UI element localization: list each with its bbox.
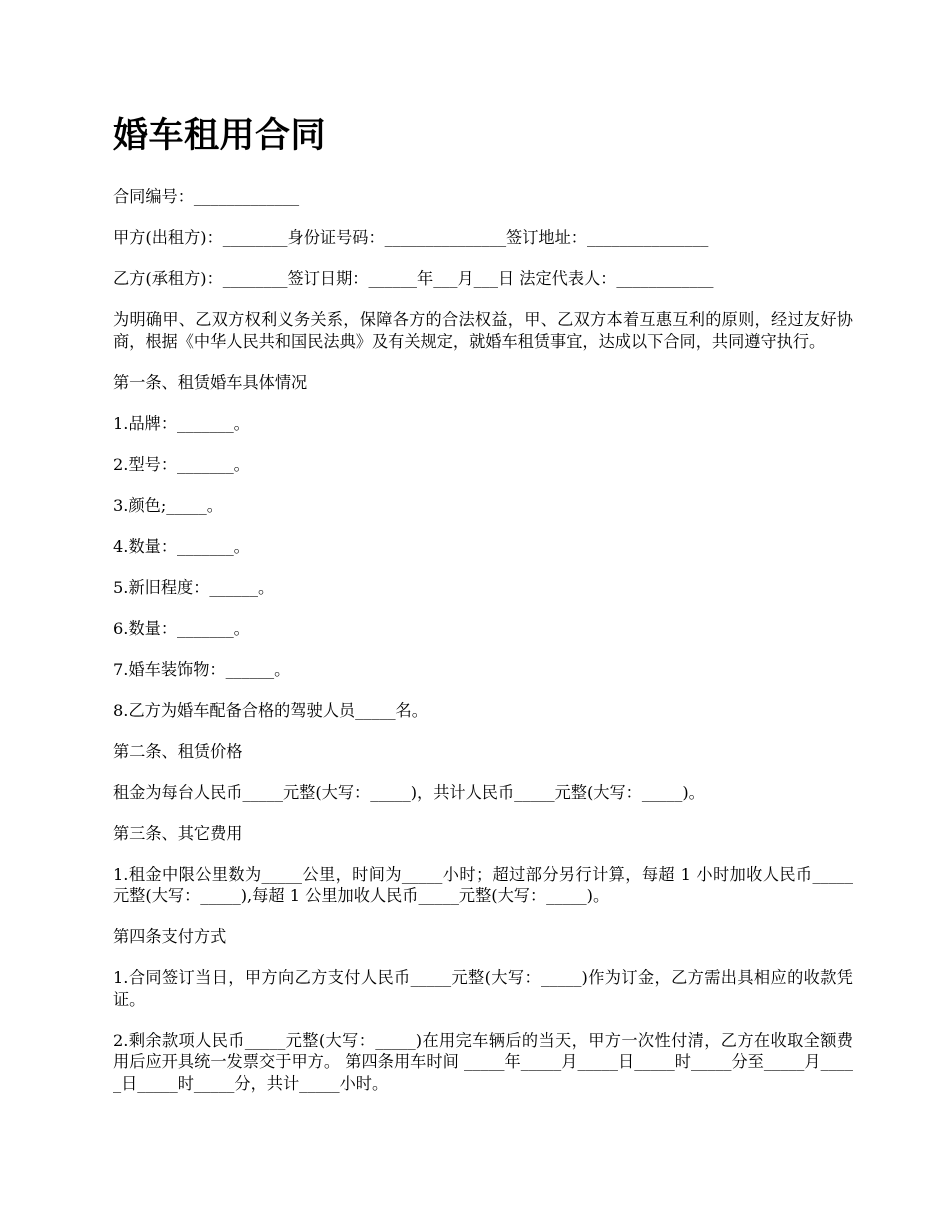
article-1-item-drivers: 8.乙方为婚车配备合格的驾驶人员_____名。: [113, 700, 428, 720]
party-b-info: 乙方(承租方)：________签订日期：______年___月___日 法定代表人：____________: [113, 269, 714, 288]
document-page: [113, 112, 853, 1114]
article-1-item-condition: 5.新旧程度：______。: [113, 577, 275, 597]
article-1-item-brand: 1.品牌：_______。: [113, 413, 250, 433]
article-3-body: 1.租金中限公里数为_____公里，时间为_____小时；超过部分另行计算，每超 1 小时加收人民币_____元整(大写：_____),每超 1 公里加收人民币_____元整(大写：_____)。: [113, 864, 853, 905]
article-1-item-quantity-2: 6.数量：_______。: [113, 618, 250, 638]
article-1-item-decorations: 7.婚车装饰物：______。: [113, 659, 291, 679]
article-2-body: 租金为每台人民币_____元整(大写：_____)，共计人民币_____元整(大写：_____)。: [113, 782, 705, 802]
article-1-item-model: 2.型号：_______。: [113, 454, 250, 474]
article-1-item-quantity: 4.数量：_______。: [113, 536, 250, 556]
party-a-info: 甲方(出租方)：________身份证号码：_______________签订地址：_______________: [113, 228, 709, 247]
article-2-heading: 第二条、租赁价格: [113, 741, 243, 761]
contract-number: 合同编号：_____________: [113, 187, 300, 206]
document-title: 婚车租用合同: [113, 116, 327, 156]
article-4-item-1: 1.合同签订当日，甲方向乙方支付人民币_____元整(大写：_____)作为订金，乙方需出具相应的收款凭证。: [113, 968, 853, 1009]
article-4-item-2: 2.剩余款项人民币_____元整(大写：_____)在用完车辆后的当天，甲方一次性付清，乙方在收取全额费用后应开具统一发票交于甲方。 第四条用车时间 _____年_____月_____日_____时_____分至_____月_____日_____时_____分，共计_____小时。: [113, 1030, 853, 1093]
article-1-heading: 第一条、租赁婚车具体情况: [113, 372, 308, 392]
article-4-heading: 第四条支付方式: [113, 927, 227, 946]
article-1-item-color: 3.颜色;_____。: [113, 495, 223, 515]
article-3-heading: 第三条、其它费用: [113, 823, 243, 843]
preamble-paragraph: 为明确甲、乙双方权利义务关系，保障各方的合法权益，甲、乙双方本着互惠互利的原则，经过友好协商，根据《中华人民共和国民法典》及有关规定，就婚车租赁事宜，达成以下合同，共同遵守执行。: [113, 310, 853, 351]
